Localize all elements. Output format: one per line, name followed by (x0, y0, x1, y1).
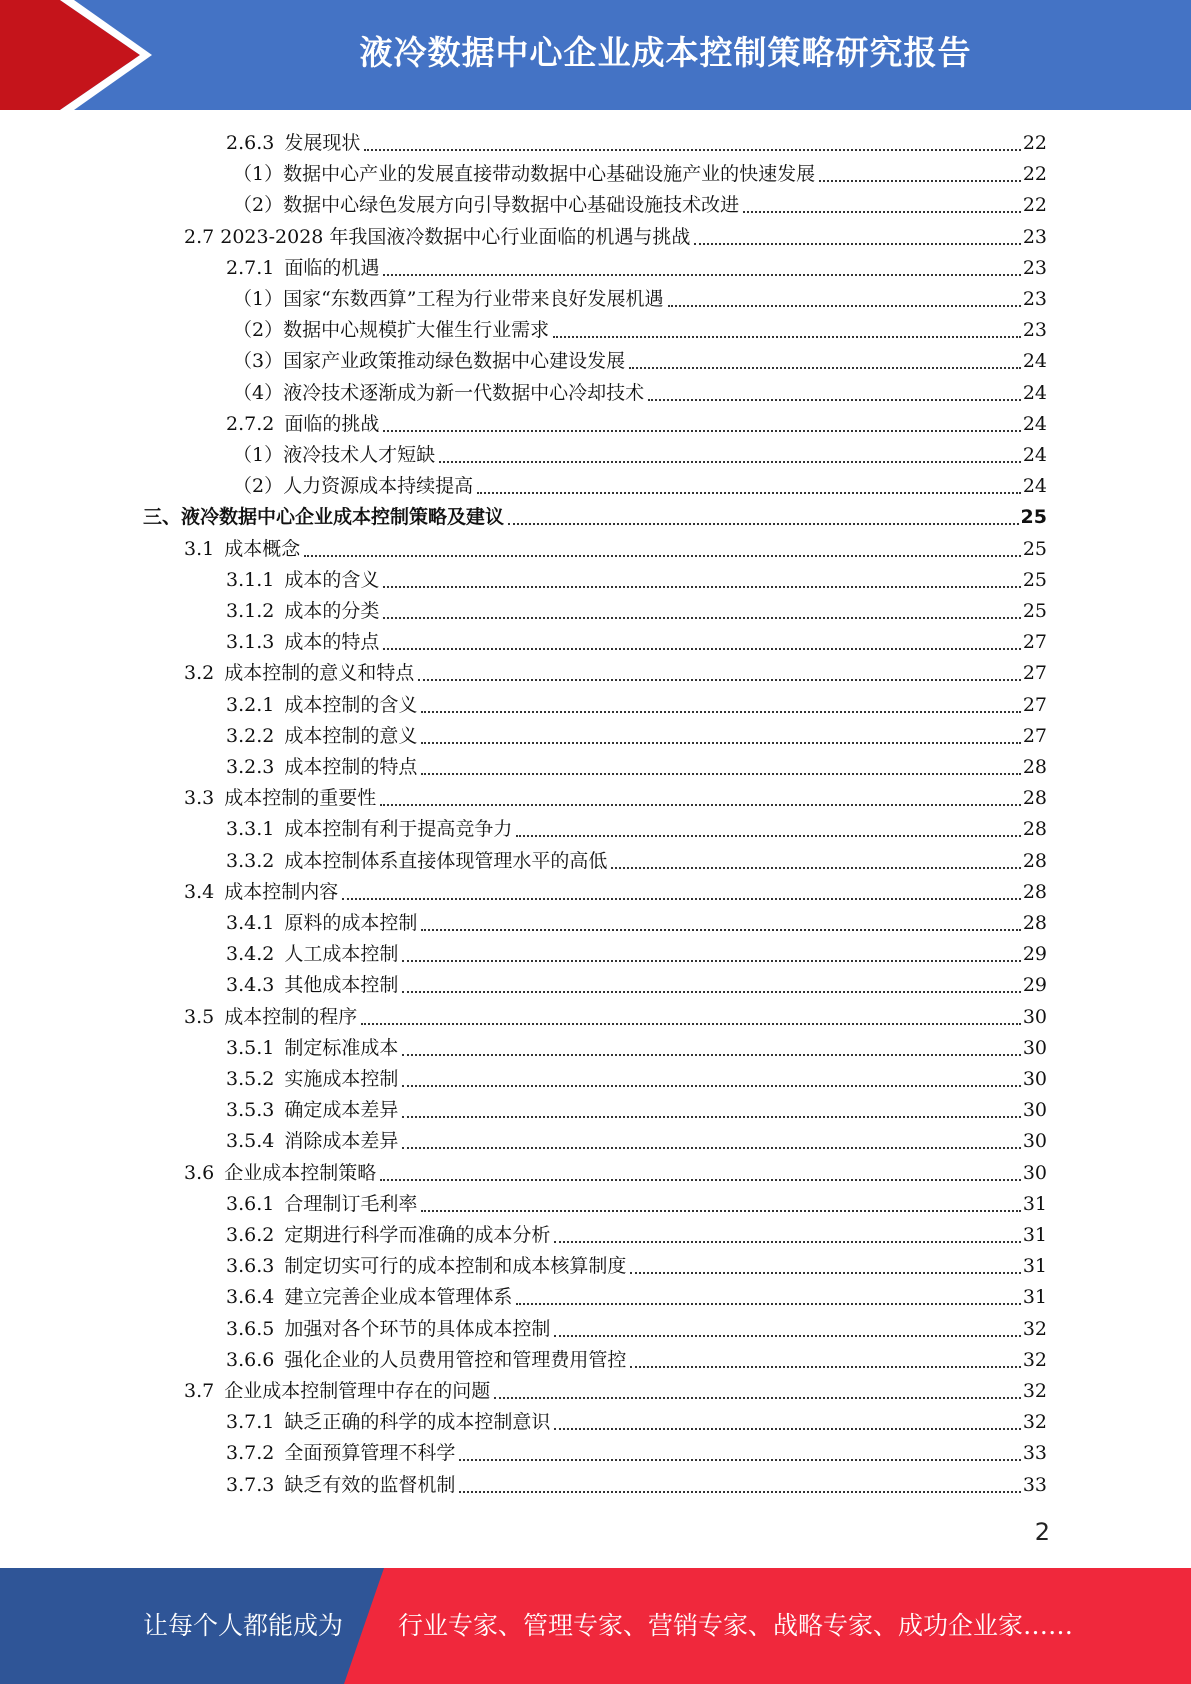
toc-entry-number: 3.3.1 (226, 818, 275, 841)
toc-entry-page: 30 (1022, 1005, 1047, 1028)
toc-entry-number: 3.2.3 (226, 756, 275, 778)
toc-entry-number: 3.1.2 (226, 600, 275, 622)
toc-entry-number: 3.4 (184, 880, 215, 903)
toc-entry-label (226, 1348, 626, 1374)
toc-entry-text: 制定标准成本 (284, 1036, 399, 1059)
toc-dot-leader (421, 929, 1020, 931)
toc-entry-number: 3.3 (184, 787, 215, 810)
toc-entry-page: 32 (1022, 1348, 1047, 1371)
toc-entry-page: 24 (1022, 350, 1047, 373)
toc-entry-label (226, 1192, 417, 1218)
toc-entry-text: （2）数据中心绿色发展方向引导数据中心基础设施技术改进 (233, 194, 740, 217)
toc-entry-text: 企业成本控制管理中存在的问题 (224, 1380, 491, 1402)
toc-entry[interactable] (226, 937, 1047, 968)
toc-entry-label (184, 786, 376, 812)
toc-entry[interactable] (226, 563, 1047, 594)
toc-entry-label (233, 381, 644, 407)
toc-dot-leader (421, 1210, 1020, 1212)
toc-dot-leader (629, 367, 1021, 369)
toc-entry-page: 30 (1022, 1099, 1047, 1122)
report-title: 液冷数据中心企业成本控制策略研究报告 (359, 33, 972, 72)
toc-entry-text: 消除成本差异 (284, 1130, 399, 1153)
toc-dot-leader (383, 648, 1020, 650)
toc-entry-text: 成本的含义 (284, 568, 380, 591)
toc-entry-page: 22 (1022, 132, 1047, 154)
toc-dot-leader (421, 742, 1020, 744)
header-arrow-decoration (0, 0, 180, 110)
toc-dot-leader (380, 1179, 1021, 1181)
toc-entry-text: 三、液冷数据中心企业成本控制策略及建议 (143, 506, 505, 529)
toc-entry[interactable] (226, 251, 1047, 282)
toc-entry-label (226, 1473, 455, 1499)
toc-entry-text: 其他成本控制 (284, 974, 399, 997)
toc-entry[interactable] (226, 1187, 1047, 1218)
toc-entry[interactable] (226, 126, 1047, 157)
toc-dot-leader (364, 149, 1020, 151)
toc-entry-text: 面临的挑战 (284, 412, 380, 435)
toc-entry[interactable] (184, 781, 1047, 812)
toc-entry-text: 成本控制有利于提高竞争力 (284, 818, 513, 841)
toc-entry-label (184, 1379, 490, 1405)
toc-entry-page: 31 (1022, 1255, 1047, 1278)
toc-entry-page: 29 (1022, 943, 1047, 966)
toc-dot-leader (477, 492, 1021, 494)
toc-dot-leader (402, 1116, 1020, 1118)
toc-entry-number: 3.5.2 (226, 1068, 275, 1090)
toc-entry[interactable] (226, 1031, 1047, 1062)
toc-entry-label (226, 1036, 398, 1062)
toc-dot-leader (694, 243, 1020, 245)
toc-entry[interactable] (226, 1124, 1047, 1155)
toc-entry-page: 24 (1022, 475, 1047, 498)
toc-entry-text: 确定成本差异 (284, 1099, 399, 1122)
toc-entry-text: 发展现状 (284, 132, 361, 154)
toc-entry[interactable] (226, 750, 1047, 781)
toc-entry-number: 3.7 (184, 1380, 215, 1402)
toc-entry-number: 3.7.3 (226, 1473, 275, 1496)
toc-entry-label (226, 973, 398, 999)
toc-entry[interactable] (233, 157, 1047, 188)
toc-entry-label (184, 880, 338, 906)
toc-entry-label (184, 661, 414, 687)
toc-entry-text: （2）数据中心规模扩大催生行业需求 (233, 319, 550, 342)
toc-entry-label (226, 630, 379, 656)
toc-entry-text: （1）数据中心产业的发展直接带动数据中心基础设施产业的快速发展 (233, 163, 816, 186)
toc-entry[interactable] (226, 812, 1047, 843)
toc-entry-number: 3.1.3 (226, 631, 275, 654)
toc-entry-number: 3.5.3 (226, 1099, 275, 1122)
footer-slogan-left: 让每个人都能成为 (143, 1611, 344, 1640)
toc-entry-label (226, 599, 379, 625)
toc-entry-number: 3.6.4 (226, 1286, 275, 1309)
toc-entry[interactable] (233, 188, 1047, 219)
page-footer (0, 1568, 1191, 1684)
toc-entry-page: 27 (1022, 724, 1047, 747)
toc-entry-text: 实施成本控制 (284, 1068, 399, 1090)
page-number: 2 (1034, 1518, 1050, 1546)
toc-dot-leader (516, 835, 1020, 837)
toc-entry-number: 3.1.1 (226, 568, 275, 591)
toc-dot-leader (361, 1023, 1021, 1025)
toc-entry-text: （1）国家“东数西算”工程为行业带来良好发展机遇 (233, 288, 664, 310)
toc-entry-page: 27 (1022, 631, 1047, 654)
toc-entry[interactable] (226, 407, 1047, 438)
toc-entry-text: 面临的机遇 (284, 256, 380, 279)
toc-entry-number: 3.4.3 (226, 974, 275, 997)
toc-entry-text: 成本控制体系直接体现管理水平的高低 (284, 849, 608, 872)
toc-entry[interactable] (233, 438, 1047, 469)
toc-entry-number: 3.7.2 (226, 1442, 275, 1465)
toc-entry[interactable] (226, 906, 1047, 937)
toc-entry-number: 2.7.2 (226, 412, 275, 435)
toc-entry-page: 27 (1022, 662, 1047, 685)
toc-entry[interactable] (226, 844, 1047, 875)
toc-entry[interactable] (184, 1374, 1047, 1405)
toc-entry-page: 30 (1022, 1036, 1047, 1059)
toc-entry[interactable] (184, 1000, 1047, 1031)
toc-dot-leader (421, 711, 1020, 713)
toc-dot-leader (668, 305, 1021, 307)
toc-entry-page: 30 (1022, 1068, 1047, 1090)
toc-entry-label (226, 568, 379, 594)
toc-entry[interactable] (226, 1468, 1047, 1499)
toc-entry-label (226, 1129, 398, 1155)
toc-entry[interactable] (226, 1436, 1047, 1467)
toc-entry-page: 23 (1022, 256, 1047, 279)
toc-entry-page: 28 (1022, 912, 1047, 934)
toc-entry[interactable] (233, 282, 1047, 313)
toc-dot-leader (648, 399, 1021, 401)
toc-entry-label (226, 412, 379, 438)
toc-entry-text: 全面预算管理不科学 (284, 1442, 456, 1465)
toc-entry[interactable] (184, 875, 1047, 906)
toc-entry-number: 3.5 (184, 1005, 215, 1028)
toc-entry-text: 成本控制内容 (224, 880, 339, 903)
toc-entry-text: 制定切实可行的成本控制和成本核算制度 (284, 1255, 627, 1278)
toc-dot-leader (630, 1272, 1020, 1274)
toc-entry[interactable] (226, 719, 1047, 750)
toc-entry-number: 2.6.3 (226, 132, 275, 154)
toc-entry-number: 3.6 (184, 1161, 215, 1184)
footer-slogan-right: 行业专家、管理专家、营销专家、战略专家、成功企业家…… (398, 1611, 1074, 1640)
toc-entry[interactable] (184, 220, 1047, 251)
toc-dot-leader (554, 1428, 1020, 1430)
toc-entry[interactable] (184, 532, 1047, 563)
toc-entry-page: 33 (1022, 1442, 1047, 1465)
toc-entry[interactable] (226, 1062, 1047, 1093)
toc-dot-leader (819, 180, 1021, 182)
toc-entry-text: （1）液冷技术人才短缺 (233, 444, 436, 466)
toc-entry-page: 25 (1022, 600, 1047, 622)
toc-entry-page: 30 (1022, 1130, 1047, 1153)
toc-entry-page: 25 (1020, 506, 1047, 529)
toc-entry-label (226, 911, 417, 937)
toc-dot-leader (402, 960, 1020, 962)
toc-entry-text: 定期进行科学而准确的成本分析 (284, 1224, 551, 1246)
toc-entry-label (226, 1098, 398, 1124)
toc-entry-label (233, 287, 664, 313)
toc-entry-page: 24 (1022, 381, 1047, 404)
toc-entry-text: 缺乏正确的科学的成本控制意识 (284, 1411, 551, 1434)
toc-entry-label (226, 693, 417, 719)
toc-entry-label (184, 225, 690, 251)
toc-dot-leader (304, 555, 1021, 557)
toc-dot-leader (508, 523, 1019, 525)
toc-entry[interactable] (233, 344, 1047, 375)
toc-entry-label (226, 1254, 626, 1280)
toc-entry[interactable] (226, 594, 1047, 625)
toc-dot-leader (554, 1335, 1020, 1337)
toc-entry-page: 24 (1022, 412, 1047, 435)
toc-dot-leader (439, 461, 1021, 463)
toc-entry-label (226, 1317, 550, 1343)
toc-entry[interactable] (143, 500, 1047, 531)
toc-entry-text: 人工成本控制 (284, 943, 399, 966)
toc-dot-leader (383, 586, 1020, 588)
toc-dot-leader (459, 1459, 1020, 1461)
toc-dot-leader (383, 430, 1020, 432)
toc-dot-leader (459, 1491, 1020, 1493)
toc-entry-page: 25 (1022, 568, 1047, 591)
toc-dot-leader (516, 1303, 1020, 1305)
toc-entry-page: 23 (1022, 225, 1047, 248)
toc-entry[interactable] (226, 1218, 1047, 1249)
toc-entry-label (226, 849, 607, 875)
toc-entry-page: 28 (1022, 880, 1047, 903)
toc-entry-number: 3.2.1 (226, 693, 275, 716)
toc-dot-leader (383, 617, 1020, 619)
toc-dot-leader (554, 1241, 1020, 1243)
toc-entry[interactable] (226, 1280, 1047, 1311)
toc-entry-page: 27 (1022, 693, 1047, 716)
toc-entry-label (226, 724, 417, 750)
toc-entry-number: 3.5.1 (226, 1036, 275, 1059)
toc-entry-label (143, 505, 504, 531)
toc-entry-number: 3.4.1 (226, 912, 275, 934)
toc-dot-leader (553, 336, 1021, 338)
toc-entry-label (226, 1285, 512, 1311)
toc-entry-text: 加强对各个环节的具体成本控制 (284, 1317, 551, 1340)
toc-entry[interactable] (226, 1312, 1047, 1343)
toc-entry-text: 强化企业的人员费用管控和管理费用管控 (284, 1348, 627, 1371)
toc-entry[interactable] (226, 1405, 1047, 1436)
toc-entry-label (233, 193, 739, 219)
toc-entry-page: 30 (1022, 1161, 1047, 1184)
toc-entry-number: 3.6.6 (226, 1348, 275, 1371)
toc-dot-leader (402, 1147, 1020, 1149)
toc-entry[interactable] (233, 313, 1047, 344)
toc-entry[interactable] (226, 1343, 1047, 1374)
toc-dot-leader (611, 867, 1020, 869)
toc-entry-label (226, 1441, 455, 1467)
toc-entry[interactable] (233, 469, 1047, 500)
toc-entry-text: 成本控制的含义 (284, 693, 418, 716)
toc-dot-leader (402, 1085, 1020, 1087)
toc-entry-label (233, 162, 815, 188)
toc-entry[interactable] (226, 625, 1047, 656)
toc-entry[interactable] (184, 656, 1047, 687)
toc-entry-text: 2.7 2023-2028 年我国液冷数据中心行业面临的机遇与挑战 (184, 225, 691, 248)
toc-entry-text: 成本的分类 (284, 600, 380, 622)
toc-entry-label (226, 1067, 398, 1093)
toc-entry-text: 建立完善企业成本管理体系 (284, 1286, 513, 1309)
toc-dot-leader (402, 991, 1020, 993)
toc-entry-page: 31 (1022, 1224, 1047, 1246)
toc-entry-text: 成本的特点 (284, 631, 380, 654)
toc-entry[interactable] (184, 1156, 1047, 1187)
toc-dot-leader (380, 804, 1021, 806)
toc-dot-leader (743, 211, 1021, 213)
toc-entry[interactable] (226, 688, 1047, 719)
toc-entry-number: 3.5.4 (226, 1130, 275, 1153)
toc-entry-number: 3.6.1 (226, 1192, 275, 1215)
toc-entry-label (226, 1410, 550, 1436)
toc-entry-label (226, 1223, 550, 1249)
toc-entry-text: （3）国家产业政策推动绿色数据中心建设发展 (233, 350, 626, 373)
toc-entry-number: 3.7.1 (226, 1411, 275, 1434)
toc-entry-text: 缺乏有效的监督机制 (284, 1473, 456, 1496)
toc-entry-label (226, 131, 360, 157)
toc-entry-label (233, 474, 473, 500)
toc-entry-text: 原料的成本控制 (284, 912, 418, 934)
toc-dot-leader (630, 1366, 1020, 1368)
toc-entry-page: 32 (1022, 1411, 1047, 1434)
toc-entry-label (233, 349, 625, 375)
toc-entry-page: 25 (1022, 537, 1047, 560)
toc-entry-text: 成本控制的意义和特点 (224, 662, 415, 685)
toc-entry-page: 32 (1022, 1380, 1047, 1402)
toc-entry-number: 2.7.1 (226, 256, 275, 279)
page-header (0, 0, 1191, 110)
toc-entry-number: 3.2 (184, 662, 215, 685)
toc-entry-label (226, 817, 512, 843)
toc-entry-label (233, 318, 549, 344)
toc-entry-number: 3.3.2 (226, 849, 275, 872)
toc-entry-page: 23 (1022, 288, 1047, 310)
toc-entry-label (184, 1161, 376, 1187)
toc-entry-text: 企业成本控制策略 (224, 1161, 377, 1184)
toc-entry-text: 成本控制的重要性 (224, 787, 377, 810)
toc-entry-label (233, 443, 435, 469)
toc-entry-number: 3.2.2 (226, 724, 275, 747)
toc-entry-page: 24 (1022, 444, 1047, 466)
toc-entry-page: 28 (1022, 818, 1047, 841)
toc-dot-leader (418, 679, 1021, 681)
toc-entry-text: 成本控制的特点 (284, 756, 418, 778)
toc-entry-page: 23 (1022, 319, 1047, 342)
toc-entry-text: 成本控制的意义 (284, 724, 418, 747)
toc-entry-page: 28 (1022, 787, 1047, 810)
toc-entry-text: （2）人力资源成本持续提高 (233, 475, 474, 498)
toc-dot-leader (421, 773, 1020, 775)
toc-entry-text: 成本概念 (224, 537, 301, 560)
toc-entry-text: 合理制订毛利率 (284, 1192, 418, 1215)
toc-dot-leader (494, 1397, 1021, 1399)
toc-entry-page: 22 (1022, 194, 1047, 217)
toc-entry-label (226, 755, 417, 781)
toc-entry-page: 29 (1022, 974, 1047, 997)
toc-entry[interactable] (233, 376, 1047, 407)
toc-entry-number: 3.6.2 (226, 1224, 275, 1246)
toc-entry-page: 32 (1022, 1317, 1047, 1340)
toc-entry-label (184, 537, 300, 563)
toc-entry-number: 3.6.3 (226, 1255, 275, 1278)
toc-entry-label (226, 256, 379, 282)
toc-entry-page: 28 (1022, 849, 1047, 872)
toc-entry[interactable] (226, 968, 1047, 999)
toc-dot-leader (342, 898, 1021, 900)
toc-entry-number: 3.6.5 (226, 1317, 275, 1340)
toc-entry-number: 3.1 (184, 537, 215, 560)
toc-entry-text: 成本控制的程序 (224, 1005, 358, 1028)
toc-entry-label (226, 942, 398, 968)
toc-entry[interactable] (226, 1093, 1047, 1124)
toc-entry-page: 31 (1022, 1286, 1047, 1309)
toc-entry-page: 31 (1022, 1192, 1047, 1215)
toc-entry-page: 33 (1022, 1473, 1047, 1496)
toc-dot-leader (383, 274, 1020, 276)
toc-entry-page: 22 (1022, 163, 1047, 186)
toc-entry-text: （4）液冷技术逐渐成为新一代数据中心冷却技术 (233, 381, 645, 404)
toc-entry-label (184, 1005, 357, 1031)
toc-dot-leader (402, 1054, 1020, 1056)
toc-entry-page: 28 (1022, 756, 1047, 778)
toc-entry[interactable] (226, 1249, 1047, 1280)
toc-entry-number: 3.4.2 (226, 943, 275, 966)
